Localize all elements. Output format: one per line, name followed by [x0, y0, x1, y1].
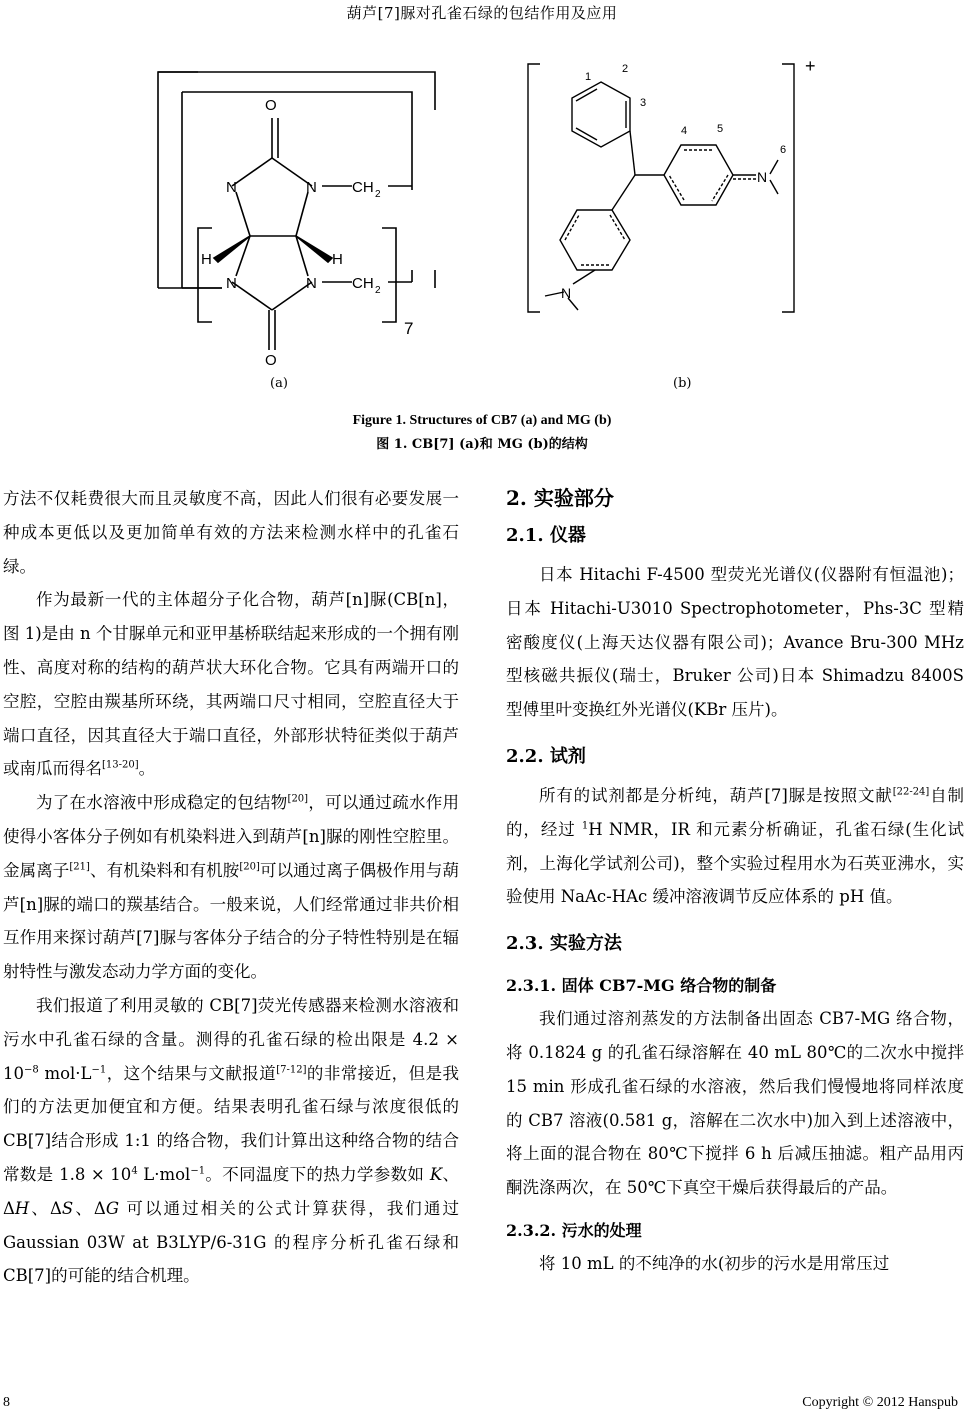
mg-nitrogen: N	[757, 169, 768, 185]
paragraph: 日本 Hitachi F-4500 型荧光光谱仪(仪器附有恒温池)；日本 Hitachi-U3010 Spectrophotometer，Phs-3C 型精密酸度仪(上海天达仪器有限公司)；Avance Bru-300 MHz 型核磁共振仪(瑞士，Bruker 公司)日本 Shimadzu 8400S 型傅里叶变换红外光谱仪(KBr 压片)。	[506, 565, 964, 720]
cb7-nitrogen: N	[226, 179, 237, 196]
subsubsection-heading: 2.3.2. 污水的处理	[506, 1220, 642, 1240]
mg-position-label: 2	[622, 63, 629, 75]
paragraph: 将 10 mL 的不纯净的水(初步的污水是用常压过	[539, 1253, 890, 1273]
left-column	[3, 482, 459, 1293]
citation[interactable]: [20]	[287, 793, 309, 805]
right-column	[506, 482, 964, 1281]
mg-position-label: 3	[640, 97, 647, 109]
cb7-ch2-label: CH	[352, 179, 374, 196]
mg-structure	[528, 64, 794, 312]
cb7-atom-labels	[201, 97, 413, 369]
cb7-oxygen-bottom: O	[265, 352, 277, 369]
cb7-repeat-count: 7	[404, 319, 414, 338]
paragraph: 我们通过溶剂蒸发的方法制备出固态 CB7-MG 络合物，将 0.1824 g 的孔雀石绿溶解在 40 mL 80℃的二次水中搅拌 15 min 形成孔雀石绿的水溶液，然后我们慢慢地将同样浓度的 CB7 溶液(0.581 g，溶解在二次水中)加入到上述溶液中，将上面的混合物在 80℃下搅拌 6 h 后减压抽滤。粗产品用丙酮洗涤两次，在 50℃下真空干燥后获得最后的产品。	[506, 1009, 964, 1198]
paragraph: 所有的试剂都是分析纯，葫芦[7]脲是按照文献[22-24]自制的，经过 $^1$H NMR，IR 和元素分析确证，孔雀石绿(生化试剂，上海化学试剂公司)，整个实验过程用水为石英亚沸水，实验使用 NaAc-HAc 缓冲溶液调节反应体系的 pH 值。	[506, 785, 964, 907]
cb7-nitrogen: N	[306, 179, 317, 196]
figure-caption-en: Figure 1. Structures of CB7 (a) and MG (b)	[352, 413, 612, 428]
cb7-oxygen-top: O	[265, 97, 277, 114]
citation[interactable]: [7-12]	[276, 1064, 307, 1076]
mg-position-label: 6	[780, 144, 787, 156]
cb7-nitrogen: N	[226, 275, 237, 292]
mg-position-label: 5	[717, 123, 724, 135]
figure-caption-zh: 图 1. CB[7] (a)和 MG (b)的结构	[376, 437, 588, 452]
subsection-heading: 2.3. 实验方法	[506, 933, 622, 955]
citation[interactable]: [22-24]	[892, 786, 930, 798]
subsection-heading: 2.2. 试剂	[506, 745, 586, 767]
citation[interactable]: [20]	[239, 861, 260, 873]
figure-1	[0, 46, 964, 386]
paragraph: 为了在水溶液中形成稳定的包结物[20]，可以通过疏水作用使得小客体分子例如有机染料进入到葫芦[n]脲的刚性空腔里。金属离子[21]、有机染料和有机胺[20]可以通过离子偶极作用与葫芦[n]脲的端口的羰基结合。一般来说，人们经常通过非共价相互作用来探讨葫芦[7]脲与客体分子结合的分子特性特别是在辐射特性与激发态动力学方面的变化。	[3, 793, 460, 982]
paragraph: 方法不仅耗费很大而且灵敏度不高，因此人们很有必要发展一种成本更低以及更加简单有效的方法来检测水样中的孔雀石绿。	[3, 489, 459, 576]
subsubsection-heading: 2.3.1. 固体 CB7-MG 络合物的制备	[506, 976, 777, 996]
mg-nitrogen: N	[561, 285, 572, 301]
cb7-outer-bracket-top	[158, 72, 435, 110]
cb7-structure	[158, 72, 435, 350]
paragraph: 作为最新一代的主体超分子化合物，葫芦[n]脲(CB[n]，图 1)是由 n 个甘脲单元和亚甲基桥联结起来形成的一个拥有刚性、高度对称的结构的葫芦状大环化合物。它具有两端开口的空腔，空腔由羰基所环绕，其两端口尺寸相同，空腔直径大于端口直径，因其直径大于端口直径，外部形状特征类似于葫芦或南瓜而得名[13-20]。	[3, 590, 459, 779]
citation[interactable]: [13-20]	[102, 759, 139, 771]
subsection-heading: 2.1. 仪器	[506, 525, 586, 546]
structure-figure	[0, 46, 964, 386]
mg-atom-labels	[561, 56, 816, 301]
cb7-ch2-label: CH	[352, 275, 374, 292]
cb7-outer-bracket-left	[158, 72, 198, 288]
figure-label-b: (b)	[673, 376, 692, 391]
mg-charge: +	[805, 56, 816, 76]
mg-position-label: 1	[585, 71, 592, 83]
figure-label-a: (a)	[270, 376, 288, 391]
cb7-ch2-subscript: 2	[375, 285, 381, 296]
cb7-hydrogen: H	[332, 251, 343, 268]
running-title: 葫芦[7]脲对孔雀石绿的包结作用及应用	[346, 4, 618, 22]
section-heading: 2. 实验部分	[506, 486, 614, 510]
paragraph: 我们报道了利用灵敏的 CB[7]荧光传感器来检测水溶液和污水中孔雀石绿的含量。测得的孔雀石绿的检出限是 $4.2 \times 10^{-8}$ $mol\cdot L^{-1}$，这个结果与文献报道[7-12]的非常接近，但是我们的方法更加便宜和方便。结果表明孔雀石绿与浓度很低的 CB[7]结合形成 1:1 的络合物，我们计算出这种络合物的结合常数是 $1.8 \times 10^4$ L·mol$^{-1}$。不同温度下的热力学参数如 K、ΔH、ΔS、ΔG 可以通过相关的公式计算获得，我们通过 Gaussian 03W at B3LYP/6-31G 的程序分析孔雀石绿和 CB[7]的可能的结合机理。	[3, 995, 460, 1286]
mg-position-label: 4	[681, 125, 688, 137]
cb7-hydrogen: H	[201, 251, 212, 268]
page-number: 8	[3, 1395, 10, 1410]
cb7-ch2-subscript: 2	[375, 189, 381, 200]
citation[interactable]: [21]	[69, 861, 90, 873]
copyright: Copyright © 2012 Hanspub	[802, 1395, 958, 1410]
cb7-nitrogen: N	[306, 275, 317, 292]
